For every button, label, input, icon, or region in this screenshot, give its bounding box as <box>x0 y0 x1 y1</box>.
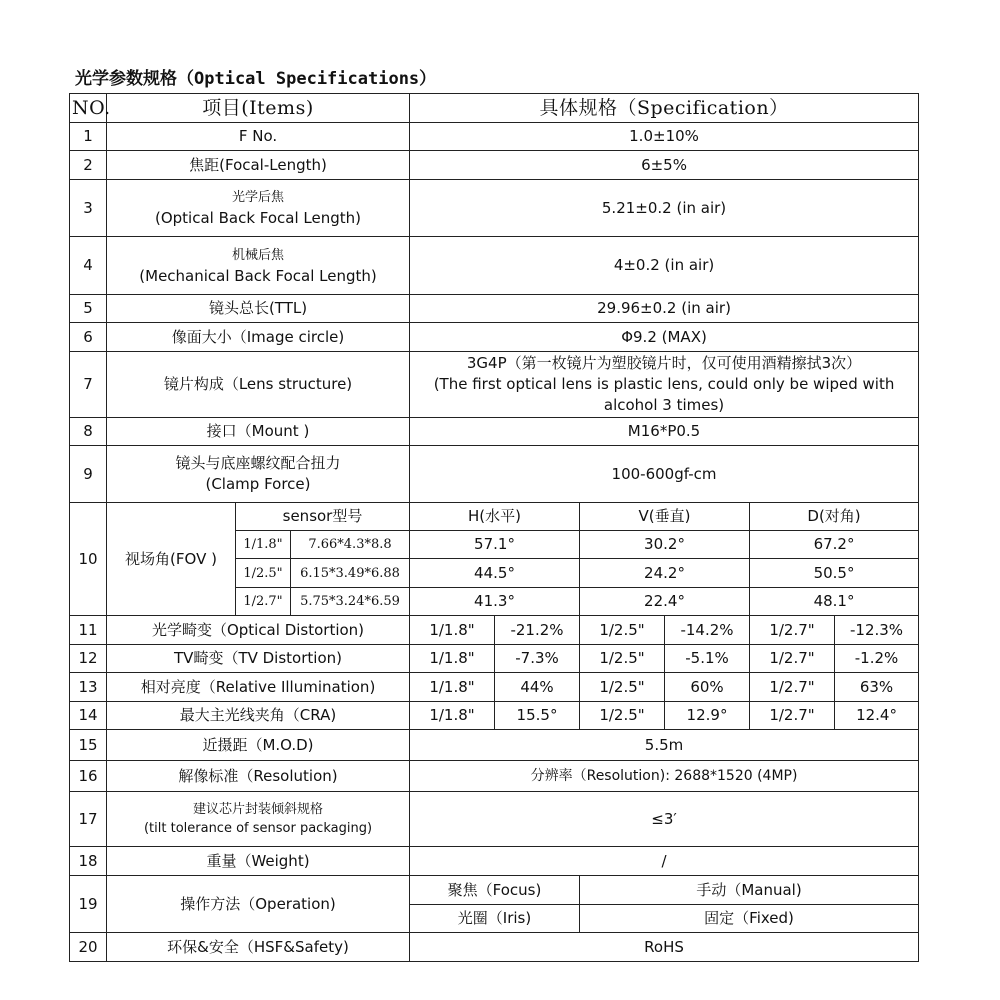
spec-value: / <box>410 847 919 876</box>
sensor-format: 1/2.7" <box>236 588 291 616</box>
item-label <box>107 792 410 847</box>
iris-value: 固定（Fixed) <box>580 905 919 933</box>
spec-value: 5.5m <box>410 730 919 761</box>
item-label: 相对亮度（Relative Illumination) <box>107 673 410 702</box>
sensor-size: 5.75*3.24*6.59 <box>291 588 410 616</box>
table-row <box>70 418 919 446</box>
item-label: TV畸变（TV Distortion) <box>107 645 410 673</box>
row-no: 8 <box>70 418 107 446</box>
spec-table <box>69 93 919 962</box>
row-no: 9 <box>70 446 107 503</box>
spec-value: Φ9.2 (MAX) <box>410 323 919 352</box>
format-cell: 1/2.7" <box>750 702 835 730</box>
format-cell: 1/2.7" <box>750 616 835 645</box>
item-label <box>107 446 410 503</box>
table-row <box>70 295 919 323</box>
table-row <box>70 503 919 531</box>
format-cell: 1/2.7" <box>750 645 835 673</box>
table-row <box>70 876 919 905</box>
item-label: 解像标准（Resolution) <box>107 761 410 792</box>
item-label: 近摄距（M.O.D) <box>107 730 410 761</box>
fov-h-value: 44.5° <box>410 559 580 588</box>
header-row <box>70 94 919 123</box>
row-no: 5 <box>70 295 107 323</box>
row-no: 7 <box>70 352 107 418</box>
fov-v-value: 30.2° <box>580 531 750 559</box>
value-cell: 12.9° <box>665 702 750 730</box>
table-row <box>70 446 919 503</box>
sensor-size: 6.15*3.49*6.88 <box>291 559 410 588</box>
fov-v-value: 24.2° <box>580 559 750 588</box>
spec-value: 1.0±10% <box>410 123 919 151</box>
spec-value: 分辨率（Resolution): 2688*1520 (4MP) <box>410 761 919 792</box>
format-cell: 1/1.8" <box>410 673 495 702</box>
value-cell: -12.3% <box>835 616 919 645</box>
item-label: F No. <box>107 123 410 151</box>
table-row <box>70 792 919 847</box>
row-no: 2 <box>70 151 107 180</box>
spec-value: ≤3′ <box>410 792 919 847</box>
item-label-en: (Clamp Force) <box>205 475 311 493</box>
row-no: 4 <box>70 237 107 295</box>
table-row <box>70 151 919 180</box>
table-row <box>70 352 919 418</box>
format-cell: 1/2.5" <box>580 673 665 702</box>
fov-d-value: 48.1° <box>750 588 919 616</box>
focus-label: 聚焦（Focus) <box>410 876 580 905</box>
table-row <box>70 730 919 761</box>
value-cell: -7.3% <box>495 645 580 673</box>
row-no: 19 <box>70 876 107 933</box>
header-no: NO. <box>70 94 107 123</box>
item-label-cn: 建议芯片封装倾斜规格 <box>192 802 323 817</box>
table-row <box>70 645 919 673</box>
fov-d-value: 67.2° <box>750 531 919 559</box>
fov-h-header: H(水平) <box>410 503 580 531</box>
spec-line: alcohol 3 times) <box>603 396 725 414</box>
sensor-format: 1/2.5" <box>236 559 291 588</box>
value-cell: -5.1% <box>665 645 750 673</box>
spec-value: M16*P0.5 <box>410 418 919 446</box>
table-row <box>70 123 919 151</box>
focus-value: 手动（Manual) <box>580 876 919 905</box>
fov-h-value: 41.3° <box>410 588 580 616</box>
fov-h-value: 57.1° <box>410 531 580 559</box>
table-row <box>70 180 919 237</box>
header-spec: 具体规格（Specification） <box>410 94 919 123</box>
table-row <box>70 702 919 730</box>
item-label: 像面大小（Image circle) <box>107 323 410 352</box>
iris-label: 光圈（Iris) <box>410 905 580 933</box>
format-cell: 1/1.8" <box>410 616 495 645</box>
table-row <box>70 761 919 792</box>
item-label: 最大主光线夹角（CRA) <box>107 702 410 730</box>
spec-line: 3G4P（第一枚镜片为塑胶镜片时，仅可使用酒精擦拭3次） <box>466 354 862 372</box>
sensor-size: 7.66*4.3*8.8 <box>291 531 410 559</box>
value-cell: 44% <box>495 673 580 702</box>
item-label: 接口（Mount ) <box>107 418 410 446</box>
value-cell: 15.5° <box>495 702 580 730</box>
value-cell: -1.2% <box>835 645 919 673</box>
value-cell: -14.2% <box>665 616 750 645</box>
item-label <box>107 180 410 237</box>
spec-value: 4±0.2 (in air) <box>410 237 919 295</box>
item-label: 操作方法（Operation) <box>107 876 410 933</box>
spec-value: 29.96±0.2 (in air) <box>410 295 919 323</box>
spec-value: RoHS <box>410 933 919 962</box>
value-cell: 12.4° <box>835 702 919 730</box>
spec-value: 5.21±0.2 (in air) <box>410 180 919 237</box>
row-no: 15 <box>70 730 107 761</box>
row-no: 18 <box>70 847 107 876</box>
item-label <box>107 237 410 295</box>
format-cell: 1/2.5" <box>580 616 665 645</box>
page-title: 光学参数规格（Optical Specifications） <box>75 69 437 89</box>
table-row <box>70 323 919 352</box>
row-no: 12 <box>70 645 107 673</box>
row-no: 11 <box>70 616 107 645</box>
item-label: 重量（Weight) <box>107 847 410 876</box>
fov-d-value: 50.5° <box>750 559 919 588</box>
sensor-header: sensor型号 <box>236 503 410 531</box>
row-no: 17 <box>70 792 107 847</box>
row-no: 3 <box>70 180 107 237</box>
table-row <box>70 933 919 962</box>
row-no: 10 <box>70 503 107 616</box>
format-cell: 1/2.7" <box>750 673 835 702</box>
format-cell: 1/2.5" <box>580 645 665 673</box>
value-cell: -21.2% <box>495 616 580 645</box>
row-no: 13 <box>70 673 107 702</box>
table-row <box>70 237 919 295</box>
item-label-en: (tilt tolerance of sensor packaging) <box>143 821 373 836</box>
format-cell: 1/1.8" <box>410 645 495 673</box>
spec-value <box>410 352 919 418</box>
table-row <box>70 616 919 645</box>
item-label: 视场角(FOV ) <box>107 503 236 616</box>
item-label: 镜片构成（Lens structure) <box>107 352 410 418</box>
spec-line: (The first optical lens is plastic lens, could only be wiped with <box>433 375 895 393</box>
item-label-cn: 机械后焦 <box>231 247 284 263</box>
sensor-format: 1/1.8" <box>236 531 291 559</box>
item-label-en: (Mechanical Back Focal Length) <box>139 266 377 285</box>
format-cell: 1/2.5" <box>580 702 665 730</box>
item-label-cn: 镜头与底座螺纹配合扭力 <box>175 454 341 472</box>
value-cell: 60% <box>665 673 750 702</box>
header-items: 项目(Items) <box>107 94 410 123</box>
item-label: 焦距(Focal-Length) <box>107 151 410 180</box>
table-row <box>70 847 919 876</box>
spec-value: 100-600gf-cm <box>410 446 919 503</box>
item-label: 环保&安全（HSF&Safety) <box>107 933 410 962</box>
row-no: 14 <box>70 702 107 730</box>
spec-value: 6±5% <box>410 151 919 180</box>
row-no: 6 <box>70 323 107 352</box>
item-label: 光学畸变（Optical Distortion) <box>107 616 410 645</box>
row-no: 20 <box>70 933 107 962</box>
format-cell: 1/1.8" <box>410 702 495 730</box>
table-row <box>70 673 919 702</box>
fov-d-header: D(对角) <box>750 503 919 531</box>
item-label-cn: 光学后焦 <box>231 190 284 205</box>
row-no: 1 <box>70 123 107 151</box>
value-cell: 63% <box>835 673 919 702</box>
row-no: 16 <box>70 761 107 792</box>
fov-v-value: 22.4° <box>580 588 750 616</box>
item-label-en: (Optical Back Focal Length) <box>154 209 362 227</box>
fov-v-header: V(垂直) <box>580 503 750 531</box>
item-label: 镜头总长(TTL) <box>107 295 410 323</box>
